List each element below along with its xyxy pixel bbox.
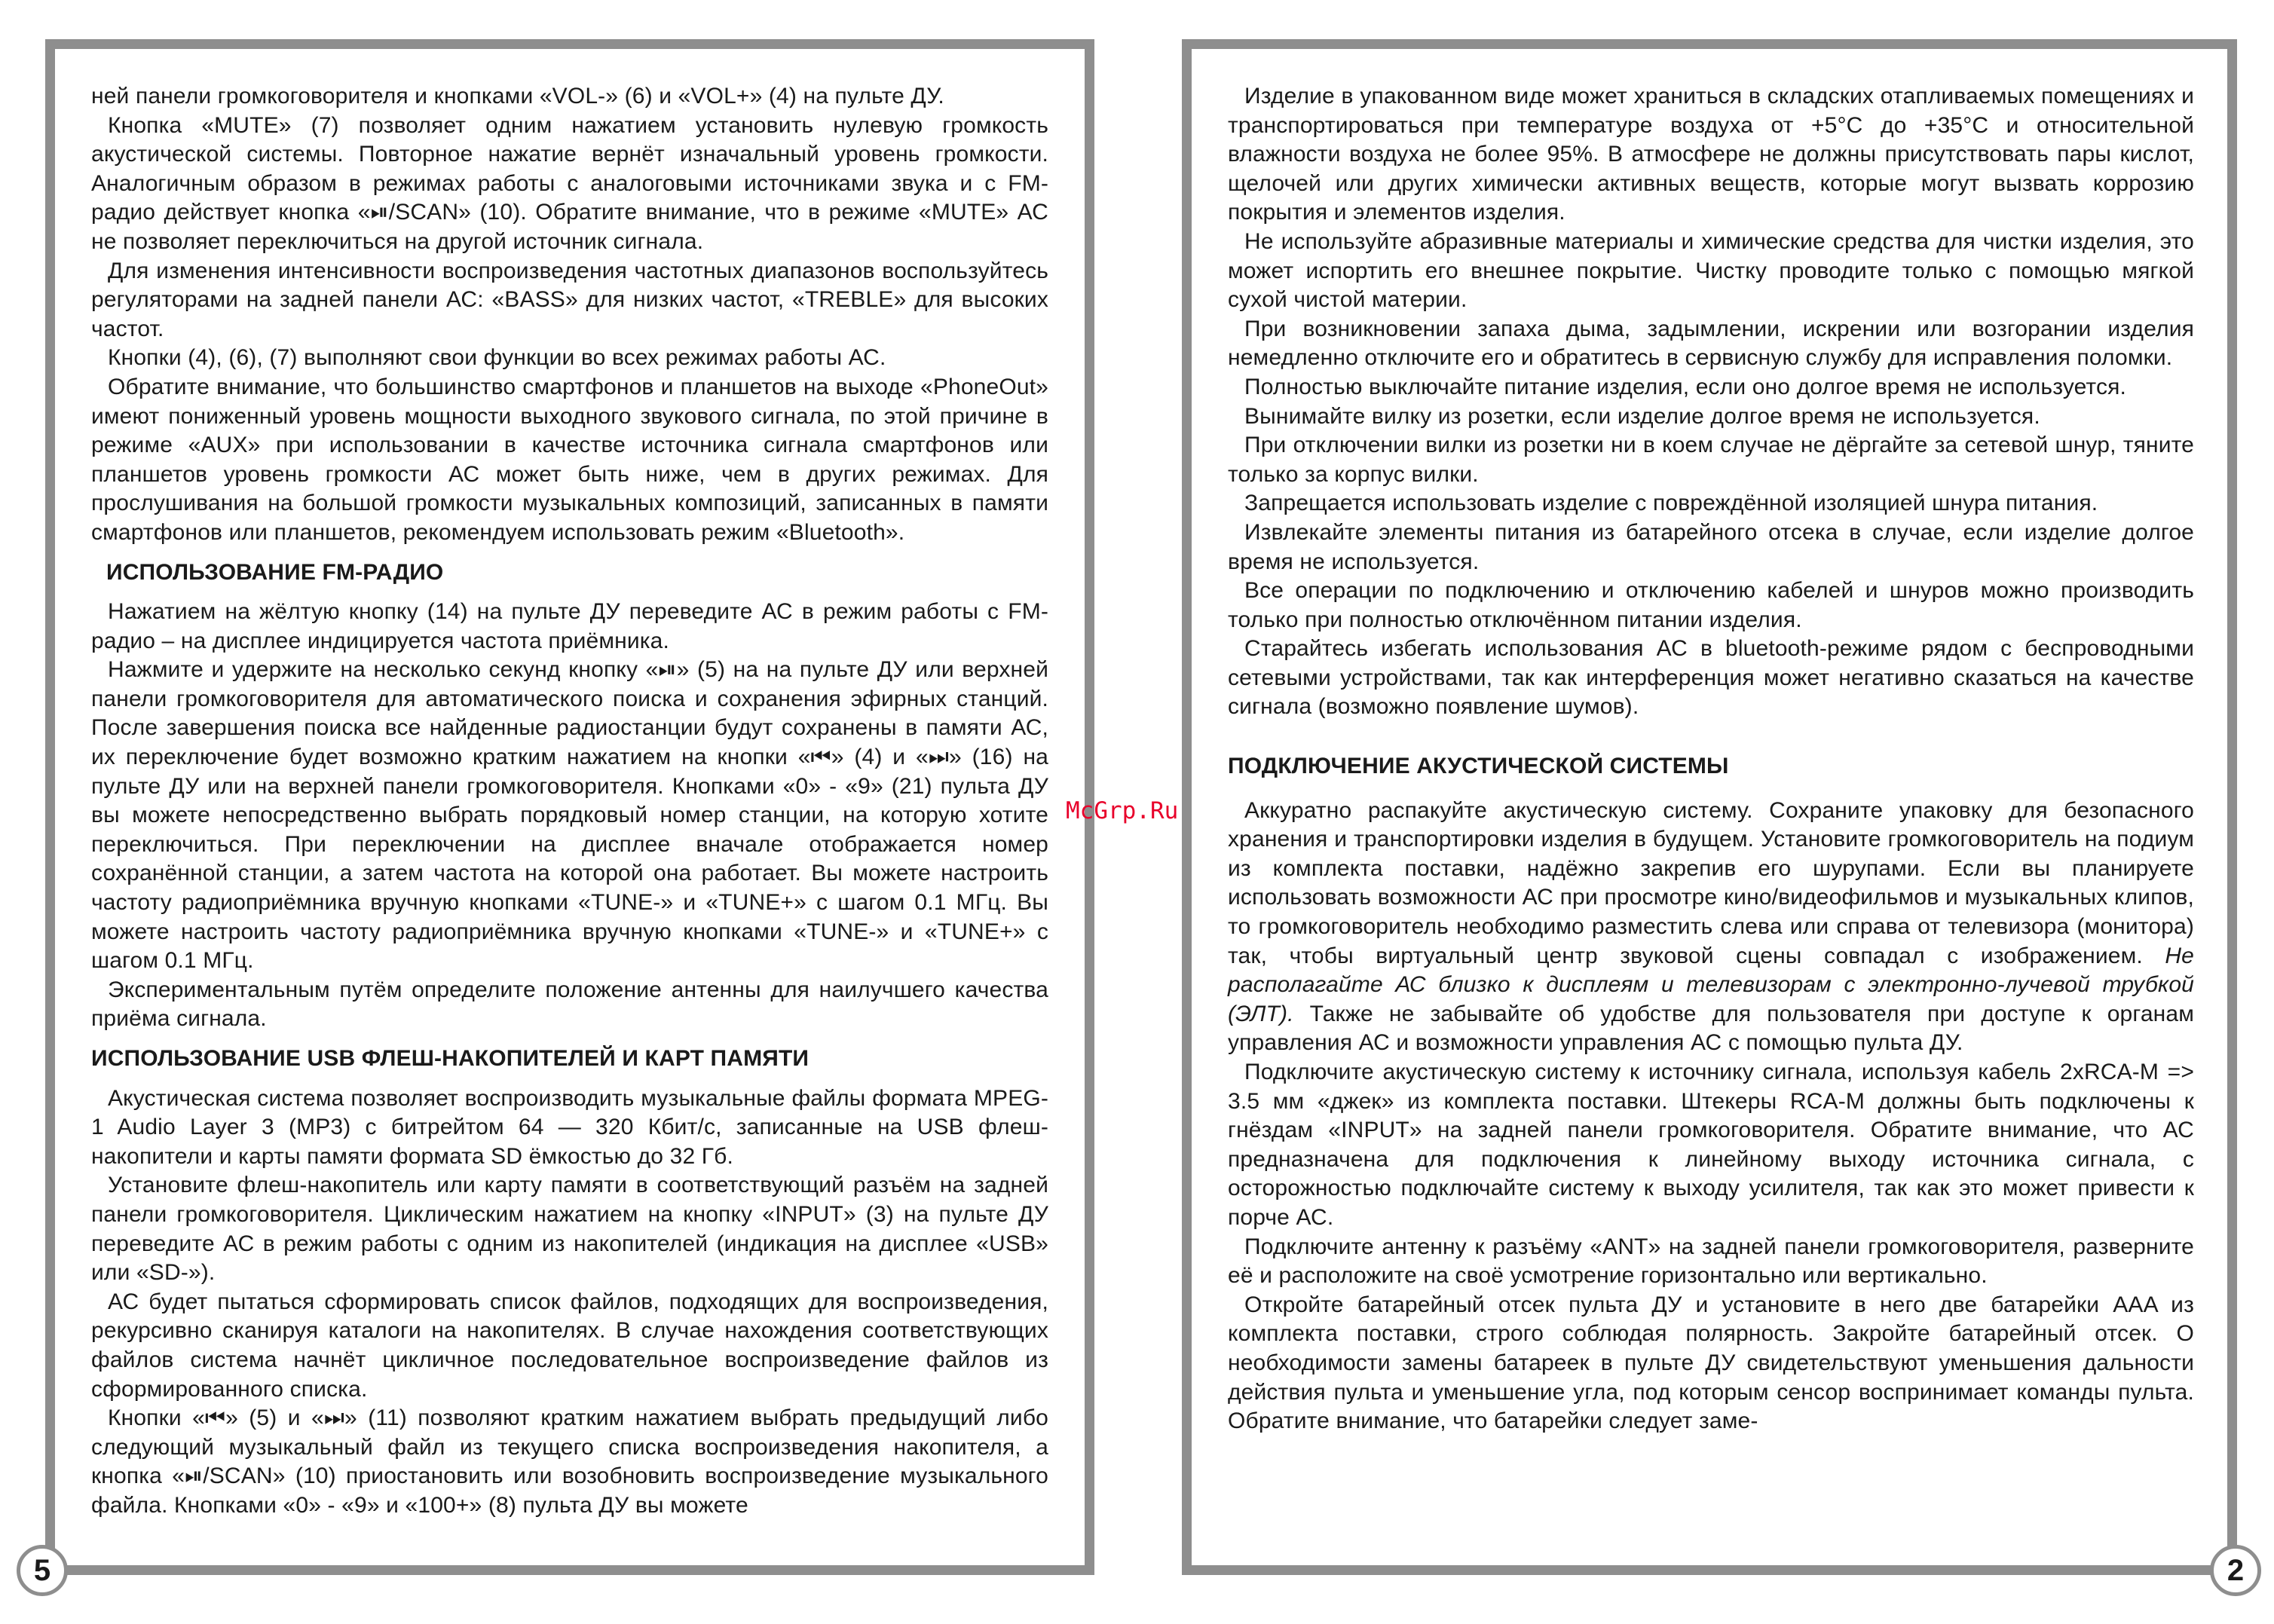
paragraph: Старайтесь избегать использования АС в bluetooth-режиме рядом с беспроводными сетевыми устройствами, так как интерференция может негативно сказаться на качестве сигнала (возможно появление шумов). [1228, 636, 2194, 720]
watermark-text: McGrp.Ru [1066, 797, 1179, 824]
paragraph [1228, 797, 2194, 1058]
paragraph: Подключите акустическую систему к источнику сигнала, используя кабель 2xRCA-M => 3.5 мм «джек» из комплекта поставки. Штекеры RCA-M должны быть подключены к гнёздам «INPUT» на задней панели громкоговорителя. Обратите внимание, что АС предназначена для подключения к линейному выходу источника сигнала, с осторожностью подключайте систему к выходу усилителя, так как это может привести к порче АС. [1228, 1060, 2194, 1230]
page-number-right: 2 [2210, 1545, 2261, 1596]
paragraph: Нажатием на жёлтую кнопку (14) на пульте ДУ переведите АС в режим работы с FM-радио – на дисплее индицируется частота приёмника. [91, 599, 1048, 653]
paragraph: Установите флеш-накопитель или карту памяти в соответствующий разъём на задней панели громкоговорителя. Циклическим нажатием на кнопку «INPUT» (3) на пульте ДУ переведите АС в режим работы с одним из накопителей (индикация на дисплее «USB» или «SD-»). [91, 1173, 1048, 1286]
paragraph: Извлекайте элементы питания из батарейного отсека в случае, если изделие долгое время не используется. [1228, 519, 2194, 574]
paragraph: Не используйте абразивные материалы и химические средства для чистки изделия, это может испортить его внешнее покрытие. Чистку проводите только с помощью мягкой сухой чистой материи. [1228, 228, 2194, 313]
paragraph: Подключите антенну к разъёму «ANT» на задней панели громкоговорителя, разверните её и расположите на своё усмотрение горизонтально или вертикально. [1228, 1234, 2194, 1289]
paragraph: Вынимайте вилку из розетки, если изделие долгое время не используется. [1244, 403, 2040, 429]
page-number-left: 5 [17, 1545, 68, 1596]
paragraph: Откройте батарейный отсек пульта ДУ и установите в него две батарейки AAA из комплекта поставки, строго соблюдая полярность. Закройте батарейный отсек. О необходимости замены батареек в пульте ДУ свидетельствуют уменьшения дальности действия пульта и уменьшение угла, под которым сенсор воспринимает команды пульта. Обратите внимание, что батарейки следует заме- [1228, 1292, 2194, 1434]
paragraph: Кнопки «⏮» (5) и «⏭» (11) позволяют кратким нажатием выбрать предыдущий либо следующий музыкальный файл из текущего списка воспроизведения накопителя, а кнопка «⏯/SCAN» (10) приостановить или возобновить воспроизведение музыкального файла. Кнопками «0» - «9» и «100+» (8) пульта ДУ вы можете [91, 1405, 1048, 1518]
left-page-text [91, 82, 1048, 1550]
paragraph: Все операции по подключению и отключению кабелей и шнуров можно производить только при полностью отключённом питании изделия. [1228, 578, 2194, 632]
right-page [1182, 39, 2237, 1575]
paragraph: Для изменения интенсивности воспроизведения частотных диапазонов воспользуйтесь регуляторами на задней панели АС: «BASS» для низких частот, «TREBLE» для высоких частот. [91, 258, 1048, 341]
section-heading-connection: ПОДКЛЮЧЕНИЕ АКУСТИЧЕСКОЙ СИСТЕМЫ [1228, 754, 1729, 779]
paragraph-text: Аккуратно распакуйте акустическую систему. Сохраните упаковку для безопасного хранения и транспортировки изделия в будущем. Установите громкоговоритель на подиум из комплекта поставки, надёжно закрепив его шурупами. Если вы планируете использовать возможности АС при просмотре кино/видеофильмов и музыкальных клипов, то громкоговоритель необходимо разместить слева или справа от телевизора (монитора) так, чтобы виртуальный центр звуковой сцены совпадал с изображением. [1228, 797, 2194, 968]
paragraph: Полностью выключайте питание изделия, если оно долгое время не используется. [1244, 374, 2127, 399]
paragraph: Кнопка «MUTE» (7) позволяет одним нажатием установить нулевую громкость акустической системы. Повторное нажатие вернёт изначальный уровень громкости. Аналогичным образом в режимах работы с аналоговыми источниками звука и с FM-радио действует кнопка «⏯/SCAN» (10). Обратите внимание, что в режиме «MUTE» АС не позволяет переключиться на другой источник сигнала. [91, 112, 1048, 254]
paragraph: Обратите внимание, что большинство смартфонов и планшетов на выходе «PhoneOut» имеют пониженный уровень мощности выходного звукового сигнала, по этой причине в режиме «AUX» при использовании в качестве источника сигнала смартфонов или планшетов уровень громкости АС может быть ниже, чем в других режимах. Для прослушивания на большой громкости музыкальных композиций, записанных в памяти смартфонов или планшетов, рекомендуем использовать режим «Bluetooth». [91, 374, 1048, 545]
paragraph: При отключении вилки из розетки ни в коем случае не дёргайте за сетевой шнур, тяните только за корпус вилки. [1228, 433, 2194, 487]
paragraph: Запрещается использовать изделие с повреждённой изоляцией шнура питания. [1244, 491, 2098, 516]
paragraph-text: Также не забывайте об удобстве для пользователя при доступе к органам управления АС и возможности управления АС с помощью пульта ДУ. [1228, 1001, 2194, 1056]
paragraph: Акустическая система позволяет воспроизводить музыкальные файлы формата MPEG-1 Audio Layer 3 (MP3) с битрейтом 64 — 320 Кбит/с, записанные на USB флеш-накопители и карты памяти формата SD ёмкостью до 32 Гб. [91, 1085, 1048, 1169]
right-page-text [1228, 82, 2194, 1550]
section-heading-fm-radio: ИСПОЛЬЗОВАНИЕ FM-РАДИО [106, 559, 444, 585]
paragraph: АС будет пытаться сформировать список файлов, подходящих для воспроизведения, рекурсивно сканируя каталоги на накопителях. В случае нахождения соответствующих файлов система начнёт цикличное последовательное воспроизведение файлов из сформированного списка. [91, 1289, 1048, 1402]
paragraph: При возникновении запаха дыма, задымлении, искрении или возгорании изделия немедленно отключите его и обратитесь в сервисную службу для исправления поломки. [1228, 316, 2194, 371]
paragraph: Нажмите и удержите на несколько секунд кнопку «⏯» (5) на на пульте ДУ или верхней панели громкоговорителя для автоматического поиска и сохранения эфирных станций. После завершения поиска все найденные радиостанции будут сохранены в памяти АС, их переключение будет возможно кратким нажатием на кнопки «⏮» (4) и «⏭» (16) на пульте ДУ или на верхней панели громкоговорителя. Кнопками «0» - «9» (21) пульта ДУ вы можете непосредственно выбрать порядковый номер станции, на которую хотите переключиться. При переключении на дисплее вначале отображается номер сохранённой станции, а затем частота на которой она работает. Вы можете настроить частоту радиоприёмника вручную кнопками «TUNE-» и «TUNE+» с шагом 0.1 МГц. Вы можете настроить частоту радиоприёмника вручную кнопками «TUNE-» и «TUNE+» с шагом 0.1 МГц. [91, 657, 1048, 974]
paragraph: Экспериментальным путём определите положение антенны для наилучшего качества приёма сигнала. [91, 977, 1048, 1032]
left-page [45, 39, 1094, 1575]
paragraph: Изделие в упакованном виде может храниться в складских отапливаемых помещениях и транспортироваться при температуре воздуха от +5°C до +35°C и относительной влажности воздуха не более 95%. В атмосфере не должны присутствовать пары кислот, щелочей или других химически активных веществ, которые могут вызвать коррозию покрытия и элементов изделия. [1228, 84, 2194, 225]
italic-warning: Не располагайте АС близко к дисплеям и телевизорам с электронно-лучевой трубкой (ЭЛТ). [1228, 943, 2194, 1026]
section-heading-usb: ИСПОЛЬЗОВАНИЕ USB ФЛЕШ-НАКОПИТЕЛЕЙ И КАРТ ПАМЯТИ [91, 1046, 810, 1071]
paragraph: Кнопки (4), (6), (7) выполняют свои функции во всех режимах работы АС. [108, 345, 886, 371]
paragraph: ней панели громкоговорителя и кнопками «VOL-» (6) и «VOL+» (4) на пульте ДУ. [91, 84, 944, 109]
